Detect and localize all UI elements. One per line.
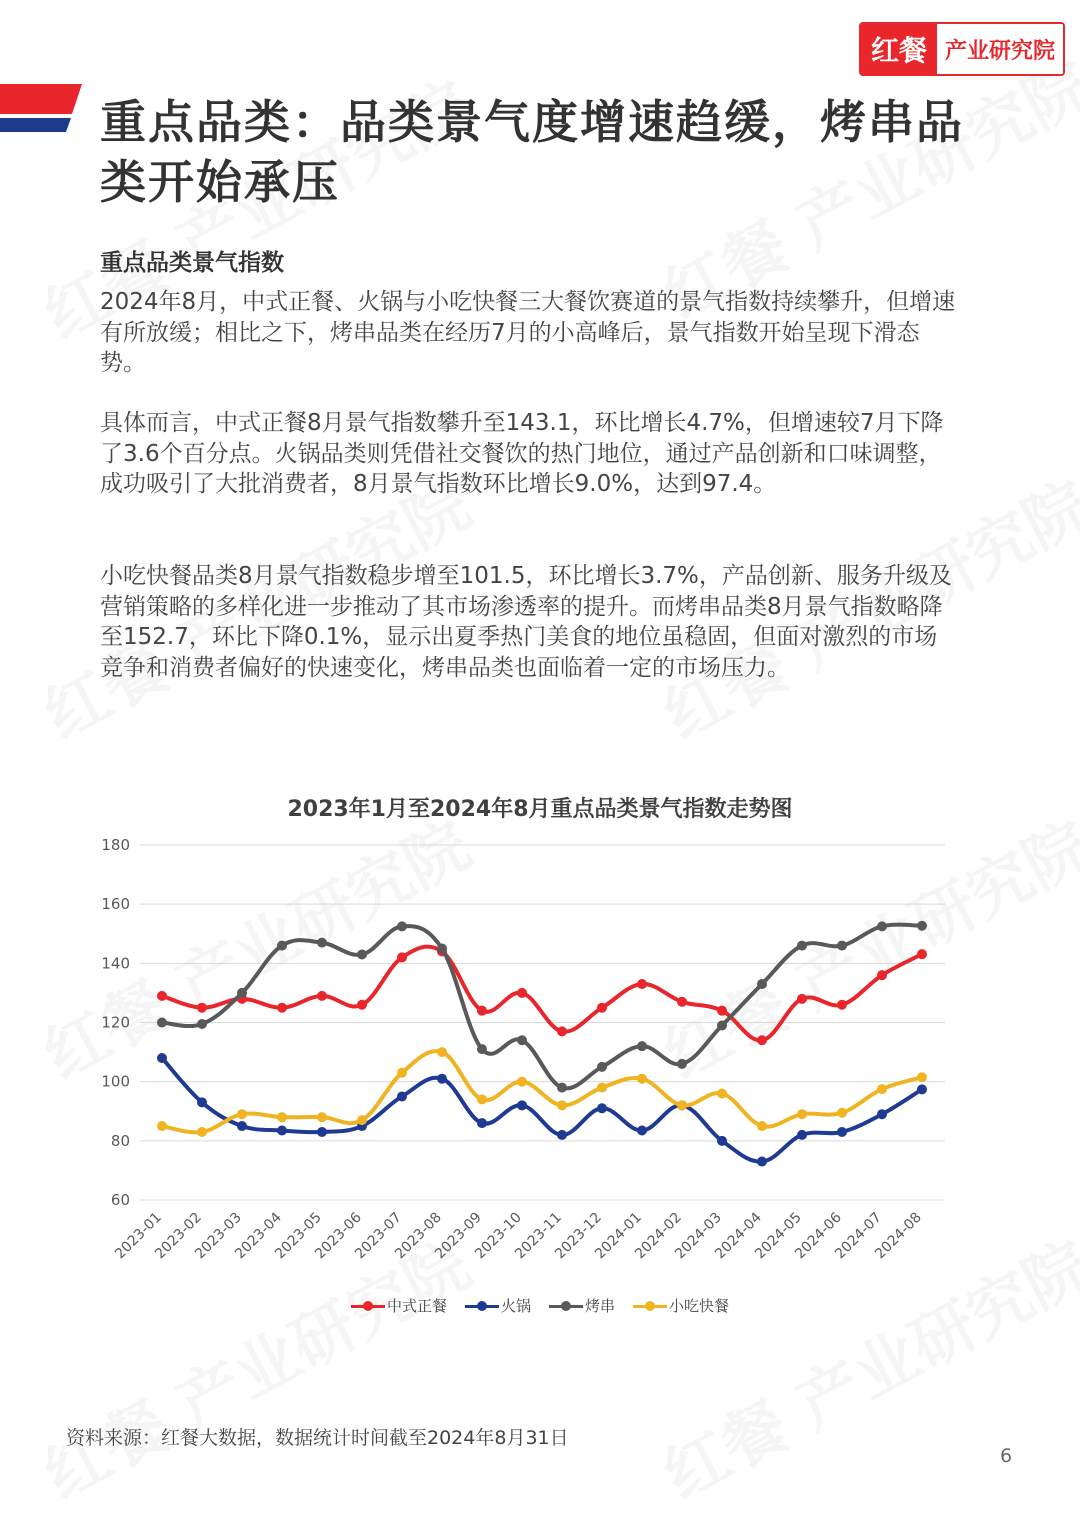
data-point	[677, 1059, 687, 1069]
data-point	[317, 1112, 327, 1122]
data-point	[837, 941, 847, 951]
logo-text: 产业研究院	[937, 24, 1063, 74]
data-point	[637, 979, 647, 989]
x-tick-label: 2023-09	[432, 1209, 485, 1263]
data-point	[837, 1127, 847, 1137]
legend-item	[351, 1295, 447, 1316]
x-tick-label: 2023-03	[192, 1209, 245, 1263]
legend-item	[549, 1295, 615, 1316]
data-point	[557, 1100, 567, 1110]
x-tick-label: 2023-11	[512, 1209, 565, 1263]
data-point	[837, 1108, 847, 1118]
data-point	[437, 944, 447, 954]
logo-mark: 红餐	[861, 24, 937, 74]
data-point	[517, 988, 527, 998]
data-point	[877, 970, 887, 980]
y-tick-label: 120	[101, 1013, 130, 1032]
x-tick-label: 2023-02	[152, 1209, 205, 1263]
chart-legend	[0, 1295, 1080, 1316]
data-point	[757, 979, 767, 989]
data-point	[557, 1083, 567, 1093]
data-point	[397, 1091, 407, 1101]
section-heading: 重点品类景气指数	[100, 250, 284, 276]
data-point	[157, 1121, 167, 1131]
data-point	[477, 1006, 487, 1016]
data-point	[197, 1097, 207, 1107]
series-line	[162, 1058, 922, 1162]
data-point	[797, 1130, 807, 1140]
data-point	[597, 1003, 607, 1013]
data-point	[277, 1125, 287, 1135]
data-point	[797, 941, 807, 951]
page-number: 6	[1000, 1445, 1013, 1467]
x-tick-label: 2024-08	[872, 1209, 925, 1263]
data-point	[237, 988, 247, 998]
data-point	[397, 952, 407, 962]
data-point	[197, 1019, 207, 1029]
data-point	[637, 1041, 647, 1051]
x-tick-label: 2023-12	[552, 1209, 605, 1263]
data-point	[317, 1127, 327, 1137]
data-point	[517, 1077, 527, 1087]
data-point	[797, 1109, 807, 1119]
y-tick-label: 140	[101, 954, 130, 973]
data-point	[197, 1003, 207, 1013]
x-tick-label: 2024-07	[832, 1209, 885, 1263]
x-tick-label: 2023-10	[472, 1209, 525, 1263]
data-point	[357, 1115, 367, 1125]
body-paragraph: 2024年8月，中式正餐、火锅与小吃快餐三大餐饮赛道的景气指数持续攀升，但增速有所放缓；相比之下，烤串品类在经历7月的小高峰后，景气指数开始呈现下滑态势。	[100, 289, 956, 376]
x-tick-label: 2024-02	[632, 1209, 685, 1263]
data-point	[917, 1072, 927, 1082]
data-point	[757, 1035, 767, 1045]
data-point	[877, 1109, 887, 1119]
data-point	[317, 991, 327, 1001]
data-point	[517, 1100, 527, 1110]
legend-swatch	[549, 1300, 583, 1312]
data-point	[917, 921, 927, 931]
body-paragraph: 小吃快餐品类8月景气指数稳步增至101.5，环比增长3.7%，产品创新、服务升级及营销策略的多样化进一步推动了其市场渗透率的提升。而烤串品类8月景气指数略降至152.7，环比下降0.1%，显示出夏季热门美食的地位虽稳固，但面对激烈的市场竞争和消费者偏好的快速变化，烤串品类也面临着一定的市场压力。	[100, 563, 952, 681]
data-point	[757, 1157, 767, 1167]
data-point	[317, 938, 327, 948]
data-point	[397, 921, 407, 931]
data-point	[237, 1121, 247, 1131]
series-line	[162, 947, 922, 1041]
x-tick-label: 2023-04	[232, 1209, 285, 1263]
data-point	[597, 1083, 607, 1093]
data-point	[157, 1053, 167, 1063]
legend-label: 中式正餐	[386, 1297, 447, 1315]
data-point	[557, 1026, 567, 1036]
x-tick-label: 2024-04	[712, 1209, 765, 1263]
data-point	[717, 1006, 727, 1016]
source-note: 资料来源：红餐大数据，数据统计时间截至2024年8月31日	[66, 1427, 569, 1449]
data-point	[797, 994, 807, 1004]
legend-label: 烤串	[585, 1297, 616, 1315]
legend-item	[465, 1295, 531, 1316]
legend-item	[633, 1295, 729, 1316]
data-point	[237, 1109, 247, 1119]
data-point	[277, 1112, 287, 1122]
body-paragraph: 具体而言，中式正餐8月景气指数攀升至143.1，环比增长4.7%，但增速较7月下降了3.6个百分点。火锅品类则凭借社交餐饮的热门地位，通过产品创新和口味调整，成功吸引了大批消费者，8月景气指数环比增长9.0%，达到97.4。	[100, 410, 944, 497]
x-tick-label: 2023-05	[272, 1209, 325, 1263]
data-point	[597, 1103, 607, 1113]
data-point	[877, 921, 887, 931]
data-point	[717, 1136, 727, 1146]
data-point	[357, 949, 367, 959]
data-point	[677, 1100, 687, 1110]
data-point	[477, 1118, 487, 1128]
data-point	[917, 1084, 927, 1094]
legend-label: 小吃快餐	[669, 1297, 730, 1315]
x-tick-label: 2023-07	[352, 1209, 405, 1263]
data-point	[477, 1044, 487, 1054]
y-tick-label: 80	[110, 1131, 130, 1150]
data-point	[277, 1003, 287, 1013]
data-point	[477, 1094, 487, 1104]
data-point	[597, 1062, 607, 1072]
x-tick-label: 2023-08	[392, 1209, 445, 1263]
x-tick-label: 2023-06	[312, 1209, 365, 1263]
y-tick-label: 160	[101, 895, 130, 914]
x-tick-label: 2024-01	[592, 1209, 645, 1263]
legend-swatch	[465, 1300, 499, 1312]
data-point	[197, 1127, 207, 1137]
accent-bar	[0, 84, 82, 138]
brand-logo	[859, 22, 1065, 76]
data-point	[877, 1084, 887, 1094]
legend-swatch	[633, 1300, 667, 1312]
y-tick-label: 100	[101, 1072, 130, 1091]
x-tick-label: 2024-05	[752, 1209, 805, 1263]
legend-swatch	[351, 1300, 385, 1312]
chart-title: 2023年1月至2024年8月重点品类景气指数走势图	[287, 797, 793, 822]
y-tick-label: 180	[101, 836, 130, 854]
data-point	[717, 1089, 727, 1099]
data-point	[157, 1018, 167, 1028]
data-point	[357, 1000, 367, 1010]
data-point	[277, 941, 287, 951]
data-point	[637, 1125, 647, 1135]
data-point	[917, 949, 927, 959]
x-tick-label: 2024-06	[792, 1209, 845, 1263]
data-point	[757, 1121, 767, 1131]
x-tick-label: 2023-01	[112, 1209, 165, 1263]
data-point	[517, 1035, 527, 1045]
data-point	[397, 1068, 407, 1078]
data-point	[157, 991, 167, 1001]
data-point	[677, 997, 687, 1007]
line-chart	[0, 820, 1080, 1290]
data-point	[437, 1047, 447, 1057]
data-point	[557, 1130, 567, 1140]
data-point	[437, 1074, 447, 1084]
data-point	[637, 1074, 647, 1084]
data-point	[717, 1020, 727, 1030]
legend-label: 火锅	[500, 1297, 531, 1315]
y-tick-label: 60	[110, 1191, 130, 1209]
data-point	[837, 1000, 847, 1010]
x-tick-label: 2024-03	[672, 1209, 725, 1263]
page-title: 重点品类：品类景气度增速趋缓，烤串品类开始承压	[100, 95, 964, 209]
